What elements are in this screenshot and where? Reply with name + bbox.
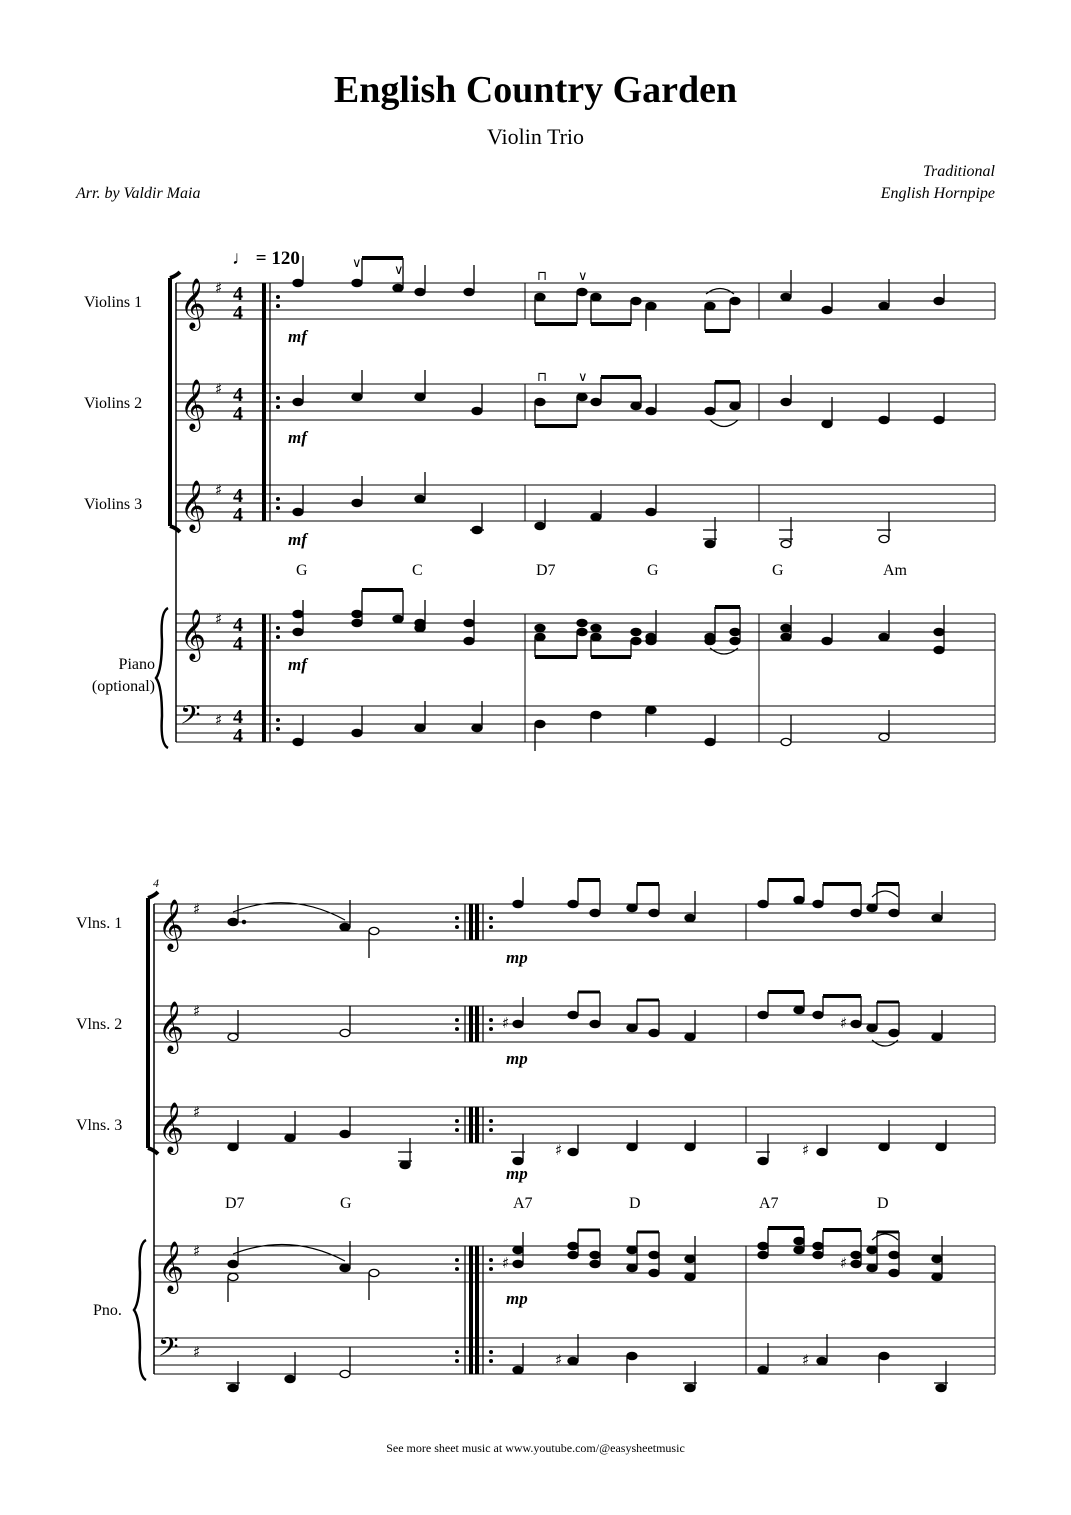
chord-symbol: G [772, 562, 784, 579]
barlines-2 [465, 904, 995, 1374]
piano-brace [156, 608, 168, 748]
chord-symbol: A7 [513, 1195, 533, 1212]
svg-text:♯: ♯ [193, 1242, 201, 1260]
sharp-icon: ♯ [215, 279, 223, 297]
svg-text:⊓: ⊓ [537, 370, 548, 385]
svg-text:4: 4 [233, 614, 243, 636]
svg-text:4: 4 [233, 504, 243, 526]
svg-text:♯: ♯ [840, 1254, 848, 1272]
label-pno: Pno. [93, 1302, 122, 1319]
svg-text:∨: ∨ [394, 263, 404, 278]
sharp-icon: ♯ [215, 610, 223, 628]
svg-text:4: 4 [233, 725, 243, 747]
violin2-notes-sys1 [293, 370, 944, 428]
treble-clef-icon: 𝄞 [180, 480, 207, 531]
tempo-value: = 120 [255, 248, 300, 269]
label-violins-3: Violins 3 [84, 496, 143, 513]
sharp-icon: ♯ [215, 711, 223, 729]
chord-symbol: D [629, 1195, 641, 1212]
label-vlns-1: Vlns. 1 [76, 915, 123, 932]
quarter-note-icon: ♩ [232, 248, 251, 269]
treble-clef-icon: 𝄞 [158, 899, 185, 950]
chord-symbol: C [412, 562, 423, 579]
dynamic-marking: mp [506, 948, 528, 967]
svg-text:∨: ∨ [352, 256, 362, 271]
treble-clef-icon: 𝄞 [158, 1102, 185, 1153]
bass-clef-icon: 𝄢 [180, 699, 201, 737]
bass-clef-icon: 𝄢 [158, 1331, 179, 1369]
svg-text:⊓: ⊓ [537, 269, 548, 284]
composer-traditional: Traditional [922, 163, 995, 180]
svg-text:♯: ♯ [840, 1014, 848, 1032]
svg-text:4: 4 [233, 302, 243, 324]
svg-text:♯: ♯ [193, 1002, 201, 1020]
piano-brace [134, 1240, 146, 1380]
svg-text:♯: ♯ [193, 1103, 201, 1121]
chord-symbol: D7 [225, 1195, 245, 1212]
svg-text:∨: ∨ [578, 370, 588, 385]
svg-text:♯: ♯ [193, 900, 201, 918]
svg-text:♯: ♯ [502, 1254, 510, 1272]
violin1-notes-sys1 [293, 256, 944, 331]
svg-text:♯: ♯ [555, 1351, 563, 1369]
composer-style: English Hornpipe [880, 185, 995, 202]
svg-text:♯: ♯ [802, 1351, 810, 1369]
footer-note: See more sheet music at www.youtube.com/@easysheetmusic [386, 1441, 685, 1455]
chord-symbol: D7 [536, 562, 556, 579]
svg-text:♯: ♯ [193, 1343, 201, 1361]
dynamic-marking: mf [288, 327, 307, 346]
dynamic-marking: mf [288, 655, 307, 674]
dynamic-marking: mp [506, 1049, 528, 1068]
chord-symbol: G [647, 562, 659, 579]
svg-text:4: 4 [233, 633, 243, 655]
chord-symbol: G [296, 562, 308, 579]
dynamic-marking: mp [506, 1289, 528, 1308]
svg-text:∨: ∨ [578, 269, 588, 284]
system-1 [156, 256, 995, 751]
treble-clef-icon: 𝄞 [180, 278, 207, 329]
chord-symbol: A7 [759, 1195, 779, 1212]
dynamic-marking: mp [506, 1164, 528, 1183]
svg-text:4: 4 [233, 485, 243, 507]
score-subtitle: Violin Trio [486, 124, 585, 149]
svg-text:4: 4 [233, 706, 243, 728]
dynamic-marking: mf [288, 530, 307, 549]
sharp-icon: ♯ [215, 481, 223, 499]
score-title: English Country Garden [333, 69, 738, 111]
svg-text:♯: ♯ [502, 1014, 510, 1032]
chord-symbol: D [877, 1195, 889, 1212]
label-violins-1: Violins 1 [84, 294, 143, 311]
label-piano: Piano [118, 656, 155, 673]
label-vlns-2: Vlns. 2 [76, 1016, 123, 1033]
chord-symbol: G [340, 1195, 352, 1212]
svg-text:♯: ♯ [802, 1141, 810, 1159]
staff-lines-2 [154, 904, 995, 1374]
svg-text:♯: ♯ [555, 1141, 563, 1159]
system-2 [134, 877, 995, 1392]
svg-text:4: 4 [233, 384, 243, 406]
treble-clef-icon: 𝄞 [180, 609, 207, 660]
violin3-notes-sys1 [293, 472, 891, 548]
svg-text:4: 4 [233, 403, 243, 425]
treble-clef-icon: 𝄞 [158, 1241, 185, 1292]
treble-clef-icon: 𝄞 [180, 379, 207, 430]
label-violins-2: Violins 2 [84, 395, 143, 412]
svg-text:4: 4 [233, 283, 243, 305]
measure-number: 4 [153, 876, 159, 890]
chord-symbol: Am [883, 562, 907, 579]
sharp-icon: ♯ [215, 380, 223, 398]
label-piano-optional: (optional) [91, 678, 155, 695]
dynamic-marking: mf [288, 428, 307, 447]
piano-lh-notes-sys1 [293, 701, 889, 751]
label-vlns-3: Vlns. 3 [76, 1117, 123, 1134]
treble-clef-icon: 𝄞 [158, 1001, 185, 1052]
arranger: Arr. by Valdir Maia [76, 185, 201, 202]
